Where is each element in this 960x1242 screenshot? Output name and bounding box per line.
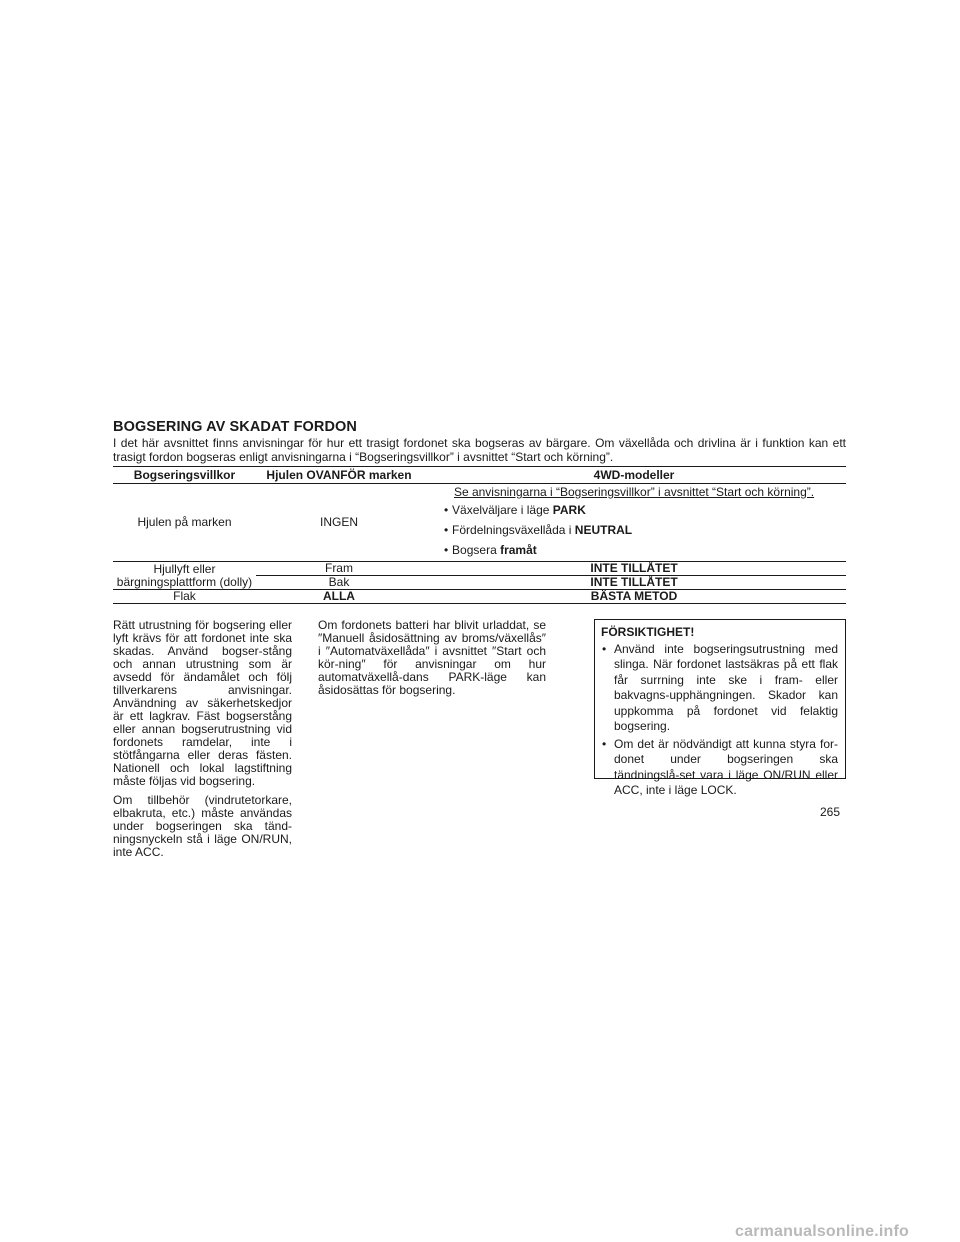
header-4wd: 4WD-modeller bbox=[422, 467, 846, 484]
paragraph: Rätt utrustning för bogsering eller lyft krävs för att fordonet inte ska skadas. Använd bogser-stång och annan utrustning som är avsedd för ändamålet och följ tillverkarens anvisningar. Användning av säkerhetskedjor är ett lagkrav. Fäst bogserstång eller annan bogserutrustning vid fordonets ramdelar, inte i stötfångarna eller deras fästen. Nationell och lokal lagstiftning måste följas vid bogsering. bbox=[113, 618, 292, 788]
row1-instructions bbox=[422, 484, 846, 562]
list-item: • Bogsera framåt bbox=[444, 543, 537, 557]
row2-front: Fram bbox=[256, 562, 422, 576]
row3-wheels: ALLA bbox=[256, 590, 422, 604]
header-wheels-up: Hjulen OVANFÖR marken bbox=[256, 467, 422, 484]
list-item: • Växelväljare i läge PARK bbox=[444, 503, 586, 517]
bullet-icon: • bbox=[444, 523, 449, 537]
table-row bbox=[113, 562, 846, 576]
page-number: 265 bbox=[820, 805, 841, 819]
row3-value: BÄSTA METOD bbox=[422, 590, 846, 604]
table-row bbox=[113, 484, 846, 562]
column-middle bbox=[318, 619, 546, 703]
list-item: • Fördelningsväxellåda i NEUTRAL bbox=[444, 523, 633, 537]
column-left bbox=[113, 619, 292, 865]
list-item: • Om det är nödvändigt att kunna styra for-donet under bogseringen ska tändningslå-set vara i läge ON/RUN eller ACC, inte i läge LOCK. bbox=[602, 736, 838, 797]
caution-list bbox=[601, 642, 838, 799]
towing-section bbox=[113, 419, 846, 604]
row1-bullet-list bbox=[422, 503, 846, 557]
towing-table bbox=[113, 466, 846, 604]
section-title: BOGSERING AV SKADAT FORDON bbox=[113, 419, 358, 435]
row2-rear: Bak bbox=[256, 576, 422, 590]
row1-condition: Hjulen på marken bbox=[113, 484, 256, 562]
table-row bbox=[113, 590, 846, 604]
row1-wheels: INGEN bbox=[256, 484, 422, 562]
row2-condition: Hjullyft eller bärgningsplattform (dolly) bbox=[113, 562, 256, 590]
list-item: • Använd inte bogseringsutrustning med slinga. När fordonet lastsäkras på ett flak får surrning inte ske i fram- eller bakvagns-upphängningen. Skador kan uppkomma på fordonet vid felaktig bogsering. bbox=[602, 641, 838, 733]
header-condition: Bogseringsvillkor bbox=[113, 467, 256, 484]
row2-front-value: INTE TILLÅTET bbox=[422, 562, 846, 576]
row2-rear-value: INTE TILLÅTET bbox=[422, 576, 846, 590]
row3-condition: Flak bbox=[113, 590, 256, 604]
paragraph: Om fordonets batteri har blivit urladdat, se ″Manuell åsidosättning av broms/växellås″ i ″Automatväxellåda″ i avsnittet ″Start och kör-ning″ för anvisningar om hur automatväxellå-dans PARK-läge kan åsidosättas för bogsering. bbox=[318, 618, 546, 697]
watermark: carmanualsonline.info bbox=[735, 1223, 910, 1240]
section-intro: I det här avsnittet finns anvisningar för hur ett trasigt fordonet ska bogseras av bärgare. Om växellåda och drivlina är i funktion kan ett trasigt fordon bogseras enligt anvisningarna i “Bogseringsvillkor” i avsnittet “Start och körning”. bbox=[113, 436, 846, 464]
row1-note: Se anvisningarna i “Bogseringsvillkor” i avsnittet “Start och körning”. bbox=[453, 485, 815, 499]
bullet-icon: • bbox=[602, 641, 607, 656]
paragraph: Om tillbehör (vindrutetorkare, elbakruta, etc.) måste användas under bogseringen ska tänd-ningsnyckeln stå i läge ON/RUN, inte ACC. bbox=[113, 793, 292, 859]
bullet-icon: • bbox=[602, 736, 607, 751]
table-header-row bbox=[113, 467, 846, 484]
caution-box bbox=[594, 619, 846, 797]
bullet-icon: • bbox=[444, 543, 449, 557]
caution-heading: FÖRSIKTIGHET! bbox=[601, 625, 695, 639]
bullet-icon: • bbox=[444, 503, 449, 517]
